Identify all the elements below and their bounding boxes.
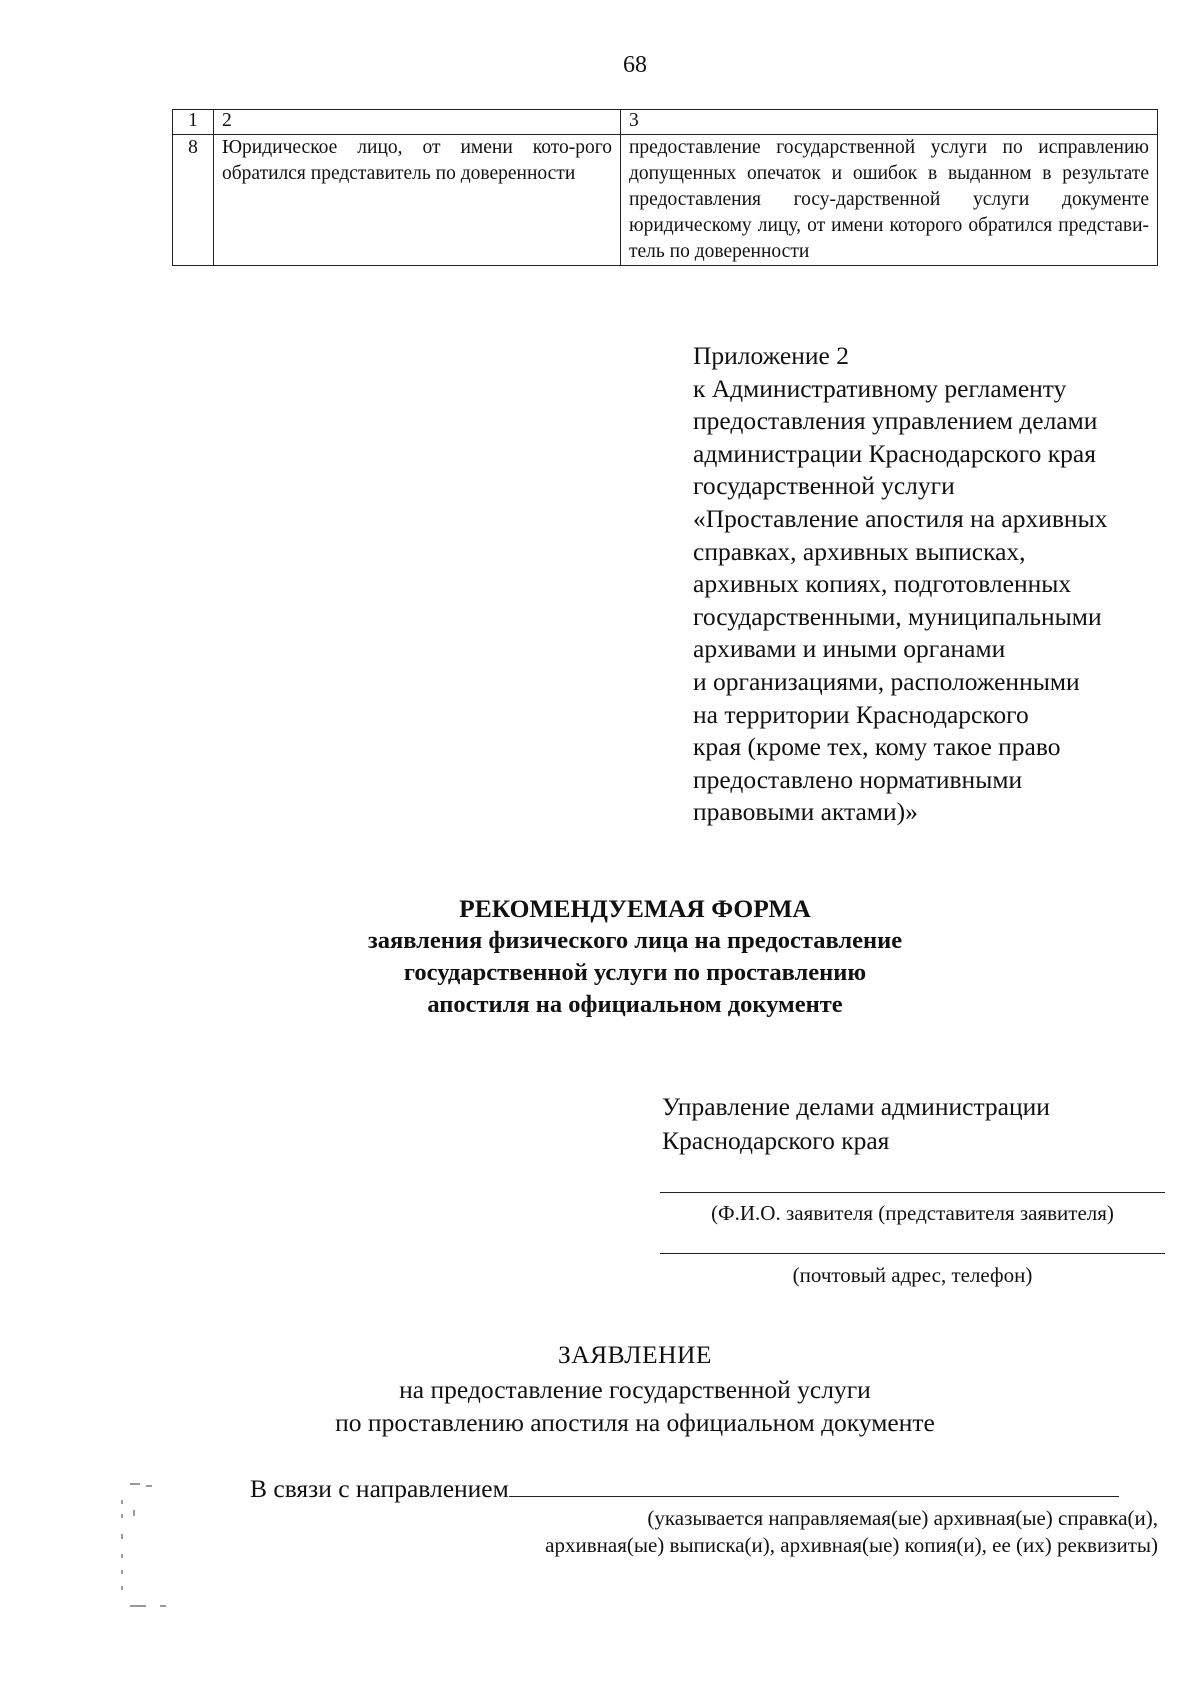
applicant-type: Юридическое лицо, от имени кото-рого обратился представитель по доверенности (214, 135, 621, 266)
applicant-name-caption: (Ф.И.О. заявителя (представителя заявителя) (711, 1201, 1114, 1225)
appendix-line: на территории Краснодарского (693, 699, 1029, 729)
direction-documents-field[interactable] (509, 1472, 1119, 1497)
appendix-line: предоставлено нормативными (693, 764, 1023, 794)
appendix-line: Приложение 2 (693, 341, 849, 370)
addressee-block (662, 1090, 1172, 1158)
page-number: 68 (623, 52, 647, 78)
table-header-cell: 3 (621, 110, 1158, 135)
table-header-cell: 2 (214, 110, 621, 135)
direction-caption (545, 1505, 1158, 1559)
direction-caption-line: архивная(ые) выписка(и), архивная(ые) копия(и), ее (их) реквизиты) (545, 1533, 1158, 1557)
appendix-line: правовыми актами)» (693, 797, 918, 827)
direction-lead-text: В связи с направлением (250, 1474, 509, 1503)
applicant-address-caption: (почтовый адрес, телефон) (792, 1263, 1033, 1287)
statement-subtitle-line: на предоставление государственной услуги (399, 1375, 871, 1404)
appendix-line: справках, архивных выписках, (693, 536, 1026, 566)
statement-heading (0, 1338, 1200, 1439)
table-header-row (173, 110, 1158, 135)
appendix-line: государственной услуги (693, 471, 955, 501)
scan-margin-marks (118, 1482, 178, 1612)
row-number: 8 (173, 135, 214, 266)
table-header-cell: 1 (173, 110, 214, 135)
appendix-block (693, 340, 1183, 829)
direction-row (250, 1472, 1119, 1505)
applicant-variants-table (172, 109, 1158, 266)
appendix-line: государственными, муниципальными (693, 601, 1102, 631)
statement-title: ЗАЯВЛЕНИЕ (557, 1340, 712, 1369)
form-subtitle-line: государственной услуги по проставлению (403, 959, 867, 986)
appendix-line: архивных копиях, подготовленных (693, 569, 1072, 599)
form-subtitle-line: апостиля на официальном документе (427, 991, 843, 1018)
form-subtitle-line: заявления физического лица на предоставление (367, 927, 903, 954)
appendix-line: администрации Краснодарского края (693, 438, 1096, 468)
statement-subtitle-line: по проставлению апостиля на официальном документе (335, 1408, 935, 1437)
table-row (173, 135, 1158, 266)
service-variant: предоставление государственной услуги по исправлению допущенных опечаток и ошибок в выданном в результате предоставления госу-дарственной услуги документе юридическому лицу, от имени которого обратился представи-тель по доверенности (621, 135, 1158, 266)
appendix-line: и организациями, расположенными (693, 666, 1080, 696)
applicant-name-field[interactable] (660, 1192, 1165, 1193)
applicant-address-field[interactable] (660, 1253, 1165, 1254)
appendix-line: архивами и иными органами (693, 634, 1006, 664)
form-title: РЕКОМЕНДУЕМАЯ ФОРМА (459, 894, 811, 923)
direction-caption-line: (указывается направляемая(ые) архивная(ые) справка(и), (647, 1506, 1158, 1530)
appendix-line: к Административному регламенту (693, 373, 1067, 403)
addressee-line: Краснодарского края (662, 1126, 890, 1155)
appendix-line: «Проставление апостиля на архивных (693, 503, 1108, 533)
appendix-line: края (кроме тех, кому такое право (693, 732, 1061, 762)
form-heading (0, 893, 1200, 1021)
addressee-line: Управление делами администрации (662, 1092, 1050, 1121)
appendix-line: предоставления управлением делами (693, 406, 1098, 436)
